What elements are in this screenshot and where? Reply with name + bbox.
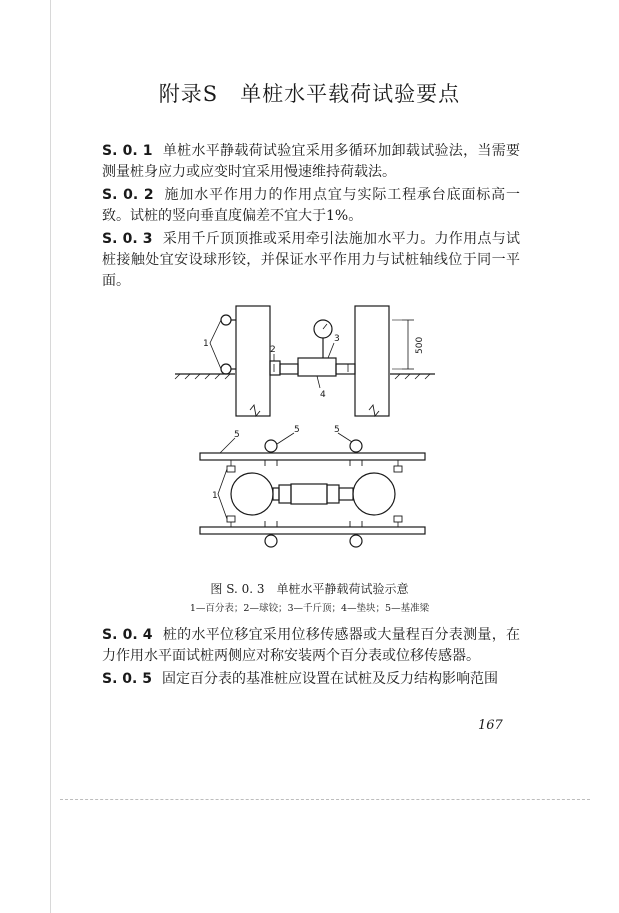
label-5a: 5 [234, 430, 240, 440]
reference-beam-top [200, 453, 425, 460]
clause-text: 施加水平作用力的作用点宜与实际工程承台底面标高一致。试桩的竖向垂直度偏差不宜大于1%。 [102, 187, 521, 224]
clause-number: S. 0. 3 [102, 231, 153, 247]
hydraulic-jack [298, 358, 336, 376]
figure-caption: 图 S. 0. 3 单桩水平静载荷试验示意 [210, 582, 409, 596]
jack-plan [291, 484, 327, 504]
scan-bottom-line [60, 799, 590, 800]
page-title: 附录S 单桩水平载荷试验要点 [158, 82, 461, 106]
plan-gauge-tl [227, 466, 235, 472]
label-3: 3 [334, 334, 340, 344]
leader-1 [210, 320, 221, 369]
clause-text: 单桩水平静载荷试验宜采用多循环加卸载试验法，当需要测量桩身应力或应变时宜采用慢速维持荷载法。 [102, 143, 520, 180]
label-4: 4 [320, 390, 326, 400]
leader-1-plan [218, 469, 227, 519]
reference-pile-bl [265, 535, 277, 547]
reference-beam-bottom [200, 527, 425, 534]
dial-gauge-bottom [221, 364, 231, 374]
plan-gauge-bl [227, 516, 235, 522]
label-5c: 5 [334, 425, 340, 435]
leader-5b [277, 433, 294, 444]
spacer-right [336, 364, 355, 374]
clause-number: S. 0. 1 [102, 143, 153, 159]
leader-5a [220, 438, 235, 453]
clause-s02 [102, 185, 520, 227]
scan-margin-line [50, 0, 51, 913]
dial-gauge-top [221, 315, 231, 325]
reaction-pile-plan [353, 473, 395, 515]
leader-5c [338, 433, 352, 442]
test-pile-plan [231, 473, 273, 515]
reference-pile-tl [265, 440, 277, 452]
reference-pile-br [350, 535, 362, 547]
dimension-label: 500 [415, 336, 425, 354]
label-5b: 5 [294, 425, 300, 435]
clause-number: S. 0. 4 [102, 627, 153, 643]
clause-text: 采用千斤顶顶推或采用牵引法施加水平力。力作用点与试桩接触处宜安设球形铰，并保证水平作用力与试桩轴线位于同一平面。 [102, 231, 520, 289]
plan-gauge-tr [394, 466, 402, 472]
clause-text: 固定百分表的基准桩应设置在试桩及反力结构影响范围 [161, 671, 498, 687]
label-2: 2 [270, 345, 276, 355]
figure-legend: 1—百分表；2—球铰；3—千斤顶；4—垫块；5—基准梁 [189, 603, 430, 614]
clause-number: S. 0. 5 [102, 671, 152, 687]
label-1-plan: 1 [212, 491, 218, 501]
spacer-left [280, 364, 298, 374]
test-setup-figure [170, 298, 450, 568]
clause-s05 [102, 669, 520, 690]
break-mark-right [369, 405, 379, 416]
break-mark-left [250, 405, 260, 416]
page-number: 167 [478, 718, 503, 733]
clause-s01 [102, 141, 520, 183]
clause-text: 桩的水平位移宜采用位移传感器或大量程百分表测量，在力作用水平面试桩两侧应对称安装两个百分表或位移传感器。 [102, 627, 520, 664]
plan-gauge-br [394, 516, 402, 522]
ball-joint [270, 361, 280, 375]
leader-3 [328, 343, 334, 358]
clause-s04 [102, 625, 520, 667]
clause-number: S. 0. 2 [102, 187, 154, 203]
test-pile-left [236, 306, 270, 416]
label-1: 1 [203, 339, 209, 349]
leader-4 [317, 376, 320, 388]
reaction-pile-right [355, 306, 389, 416]
clause-s03 [102, 229, 520, 292]
